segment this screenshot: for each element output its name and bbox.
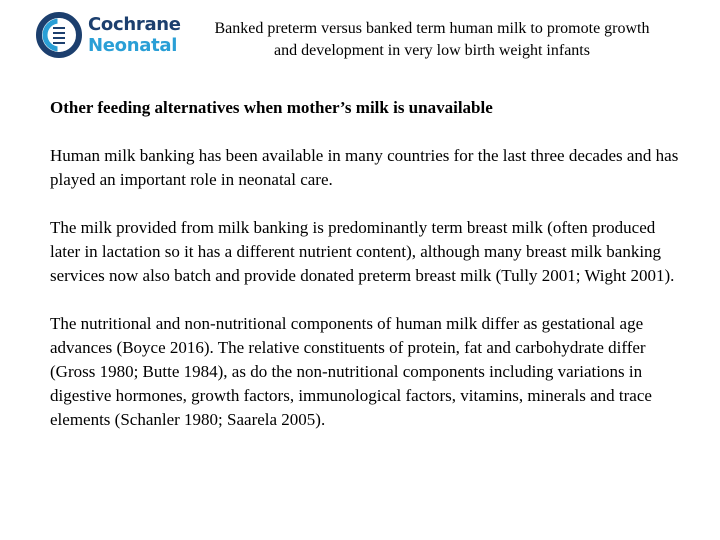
- cochrane-neonatal-logo: [36, 12, 186, 58]
- document-title-line-1: Banked preterm versus banked term human milk to promote growth: [214, 20, 650, 37]
- logo-line-cochrane: Cochrane: [88, 14, 181, 35]
- document-title: [186, 18, 678, 62]
- paragraph-milk-banking-history: Human milk banking has been available in many countries for the last three decades and has played an important role in neonatal care.: [50, 146, 679, 189]
- logo-line-neonatal: Neonatal: [88, 35, 178, 56]
- paragraph-milk-banking-supply: The milk provided from milk banking is predominantly term breast milk (often produced later in lactation so it has a different nutrient content), although many breast milk banking services now also batch and provide donated preterm breast milk (Tully 2001; Wight 2001).: [50, 218, 675, 285]
- section-heading: Other feeding alternatives when mother’s milk is unavailable: [50, 98, 493, 117]
- cochrane-logo-icon: [36, 12, 82, 58]
- slide-body: [50, 96, 680, 456]
- document-title-line-2: and development in very low birth weight infants: [274, 42, 590, 59]
- logo-wordmark: [88, 14, 181, 56]
- paragraph-milk-components: The nutritional and non-nutritional components of human milk differ as gestational age advances (Boyce 2016). The relative constituents of protein, fat and carbohydrate differ (Gross 1980; Butte 1984), as do the non-nutritional components including variations in digestive hormones, growth factors, immunological factors, vitamins, minerals and trace elements (Schanler 1980; Saarela 2005).: [50, 314, 652, 429]
- slide-header: [0, 0, 720, 70]
